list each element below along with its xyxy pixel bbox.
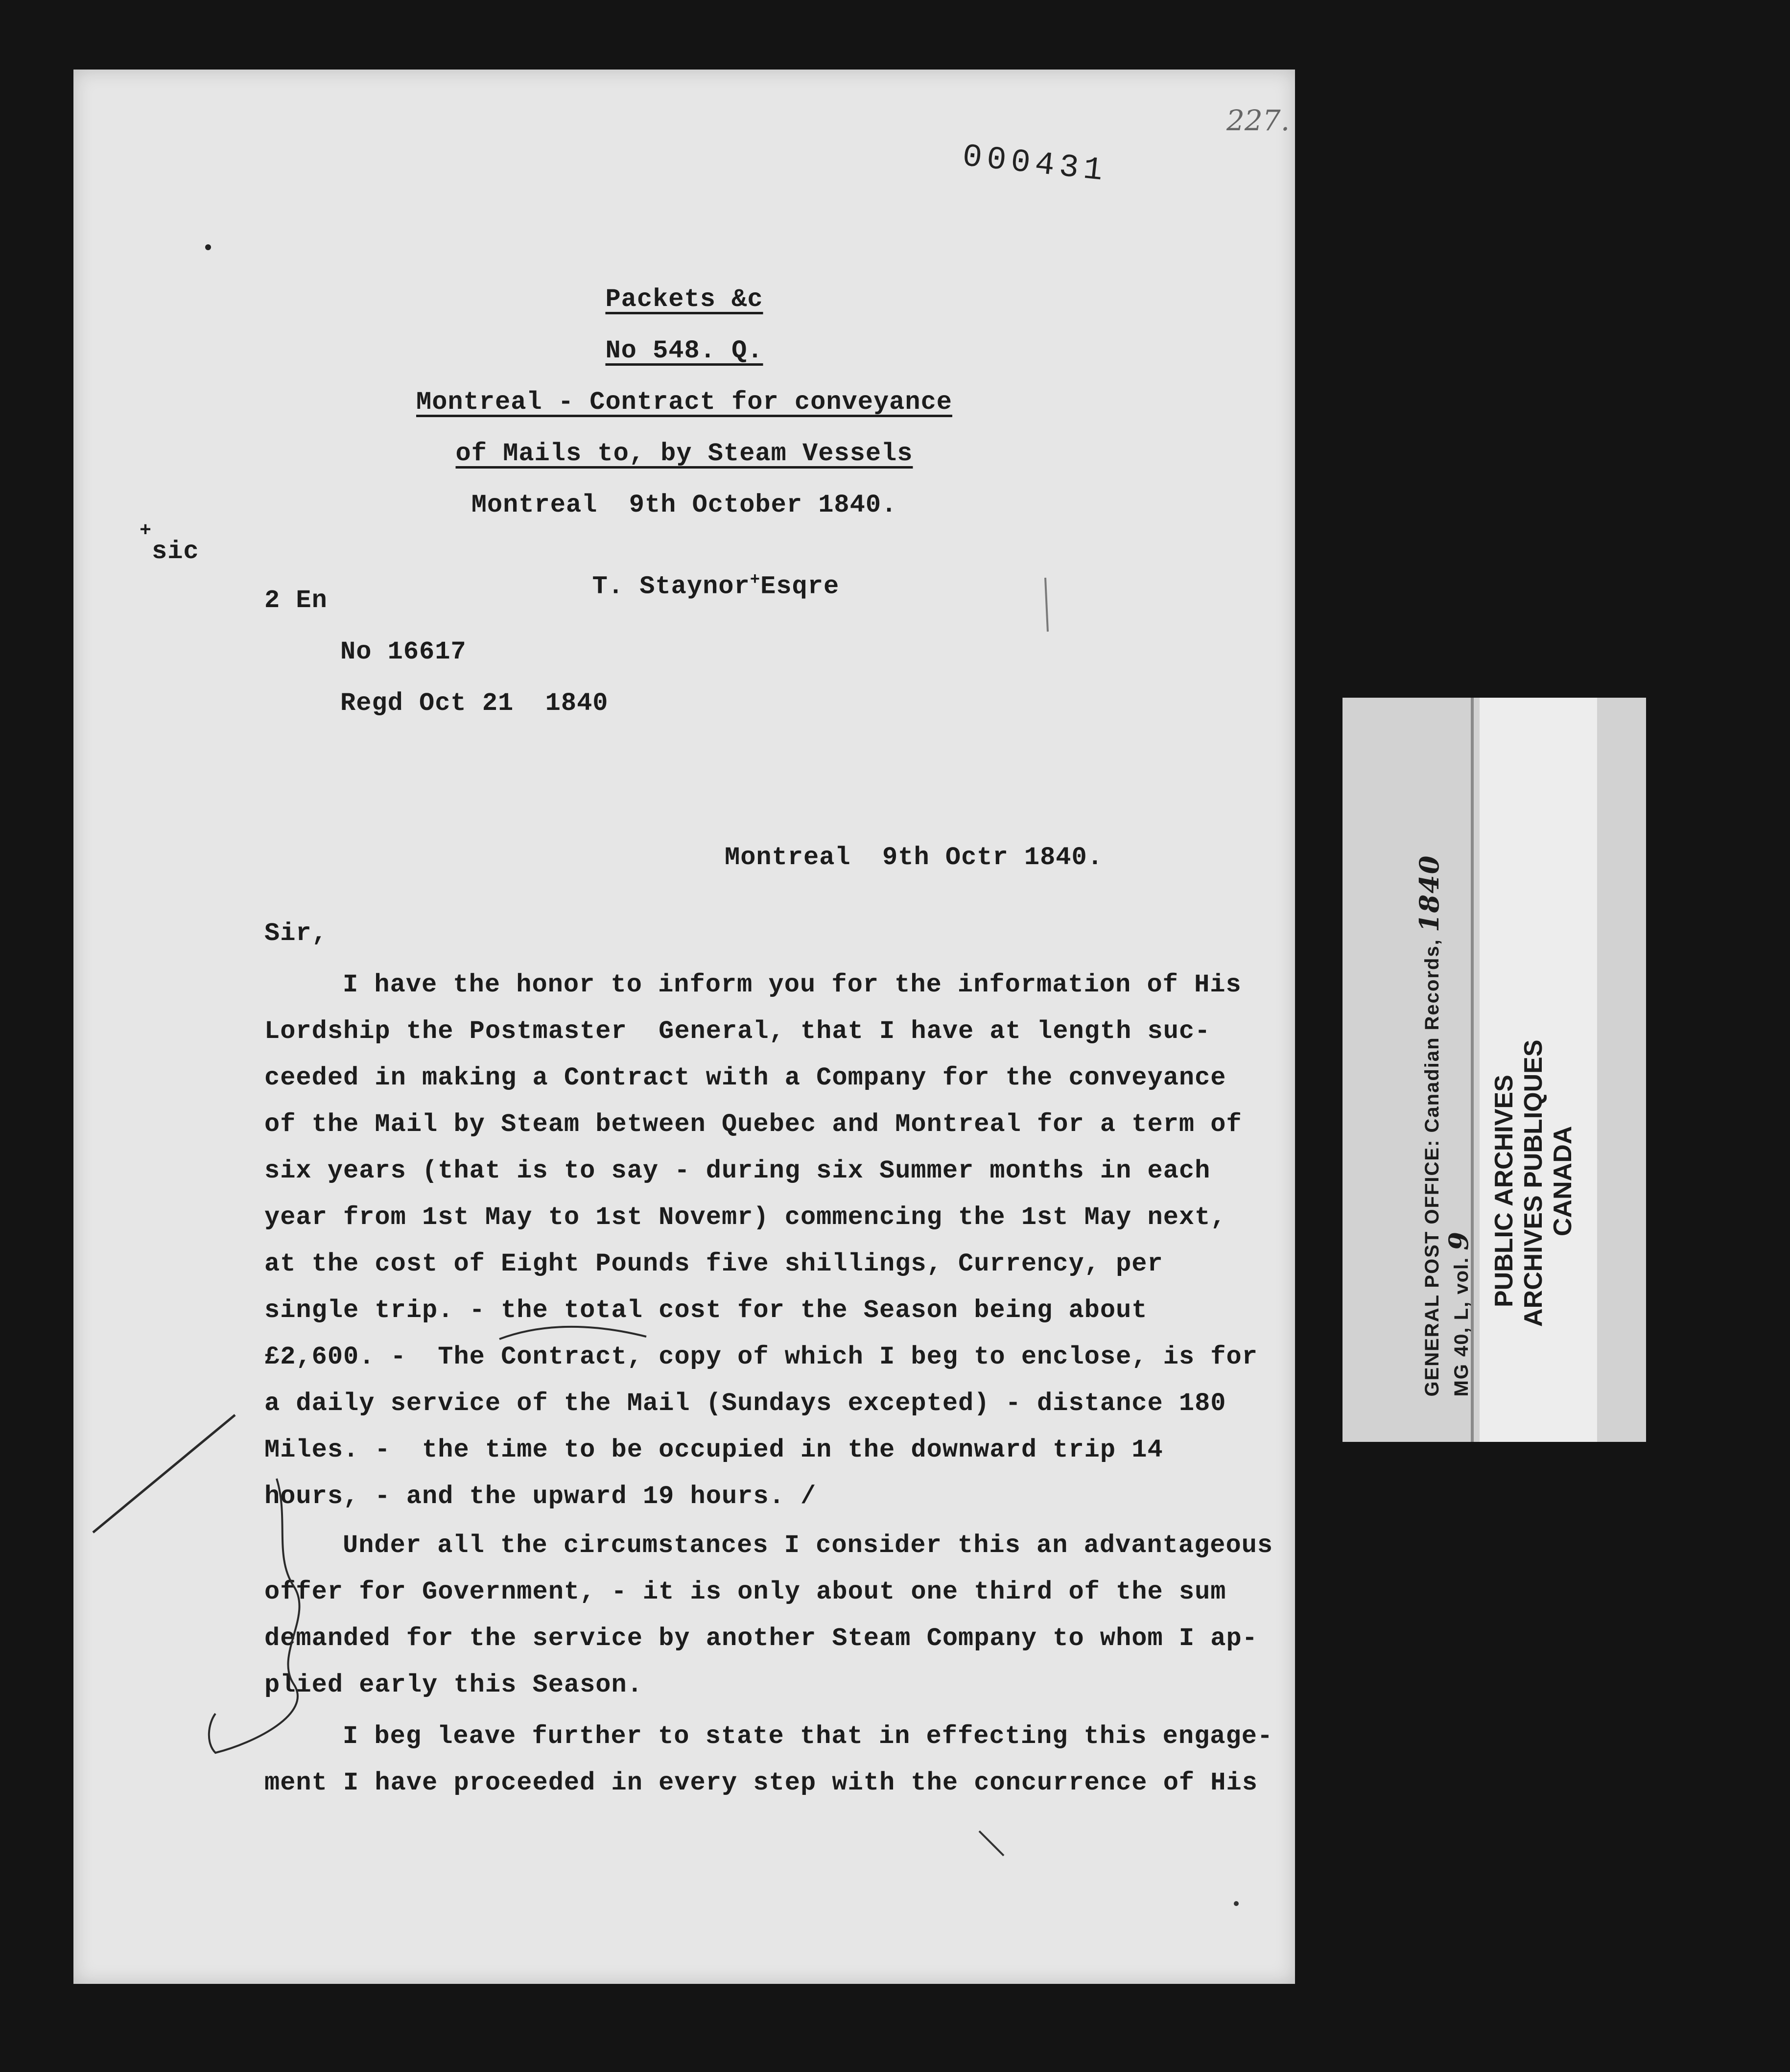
sic-marker: + <box>750 571 761 589</box>
letter-line: ment I have proceeded in every step with the concurrence of His <box>264 1768 1258 1797</box>
ink-dot <box>1234 1901 1239 1906</box>
letter-line: Miles. - the time to be occupied in the downward trip 14 <box>264 1436 1163 1464</box>
letter-line: at the cost of Eight Pounds five shillings, Currency, per <box>264 1249 1163 1278</box>
enclosures-note: 2 En <box>264 586 328 615</box>
heading-subject-line-2: of Mails to, by Steam Vessels <box>455 439 913 468</box>
registry-date: Regd Oct 21 1840 <box>340 689 609 718</box>
series-volume: 9 <box>1443 1231 1474 1250</box>
sic-margin-note: sic <box>152 537 199 566</box>
ink-dot <box>205 244 211 250</box>
heading-number: No 548. Q. <box>605 336 763 365</box>
addressee-name: T. Staynor <box>592 572 750 601</box>
heading-subject-line-1: Montreal - Contract for conveyance <box>416 388 952 417</box>
folio-number: 227. <box>1226 104 1290 137</box>
letter-line: ceeded in making a Contract with a Company for the conveyance <box>264 1063 1226 1092</box>
letter-line: I have the honor to inform you for the information of His <box>343 970 1242 999</box>
series-line-1: GENERAL POST OFFICE: Canadian Records, 1840 <box>1413 854 1445 1397</box>
letter-dateline: Montreal 9th Octr 1840. <box>725 843 1103 872</box>
margin-squiggle-mark <box>209 1479 300 1753</box>
document-number-stamp: 000431 <box>961 138 1110 190</box>
letter-line: single trip. - the total cost for the Season being about <box>264 1296 1148 1325</box>
letter-line: offer for Government, - it is only about one third of the sum <box>264 1578 1226 1606</box>
letter-line: plied early this Season. <box>264 1671 643 1699</box>
letter-line: Under all the circumstances I consider this an advantageous <box>343 1531 1273 1560</box>
series-year: 1840 <box>1413 854 1445 933</box>
letter-line: Lordship the Postmaster General, that I have at length suc- <box>264 1017 1211 1046</box>
letter-line: £2,600. - The Contract, copy of which I beg to enclose, is for <box>264 1342 1258 1371</box>
heading-place-date: Montreal 9th October 1840. <box>471 491 897 519</box>
institution-line-2: ARCHIVES PUBLIQUES <box>1519 1039 1548 1327</box>
letter-line: demanded for the service by another Steam Company to whom I ap- <box>264 1624 1258 1653</box>
letter-line: hours, - and the upward 19 hours. / <box>264 1482 817 1511</box>
archive-label <box>1342 698 1646 1442</box>
strike-through-mark <box>499 1327 646 1339</box>
institution-line-1: PUBLIC ARCHIVES <box>1490 1075 1518 1307</box>
letter-line: six years (that is to say - during six Summer months in each <box>264 1156 1211 1185</box>
letter-line: I beg leave further to state that in effecting this engage- <box>343 1722 1273 1751</box>
dash-mark <box>1045 578 1048 632</box>
series-line-2: MG 40, L, vol. 9 <box>1443 1231 1474 1397</box>
margin-slash-mark <box>93 1415 235 1532</box>
institution-line-3: CANADA <box>1549 1126 1577 1236</box>
letter-line: year from 1st May to 1st Novemr) commencing the 1st May next, <box>264 1203 1226 1232</box>
letter-line: of the Mail by Steam between Quebec and Montreal for a term of <box>264 1110 1242 1139</box>
addressee-suffix: Esqre <box>760 572 840 601</box>
letter-salutation: Sir, <box>264 919 328 948</box>
letter-line: a daily service of the Mail (Sundays excepted) - distance 180 <box>264 1389 1226 1418</box>
tick-mark <box>979 1831 1004 1856</box>
sic-margin-mark: + <box>140 520 152 542</box>
heading-series: Packets &c <box>605 285 763 314</box>
registry-number: No 16617 <box>340 637 467 666</box>
